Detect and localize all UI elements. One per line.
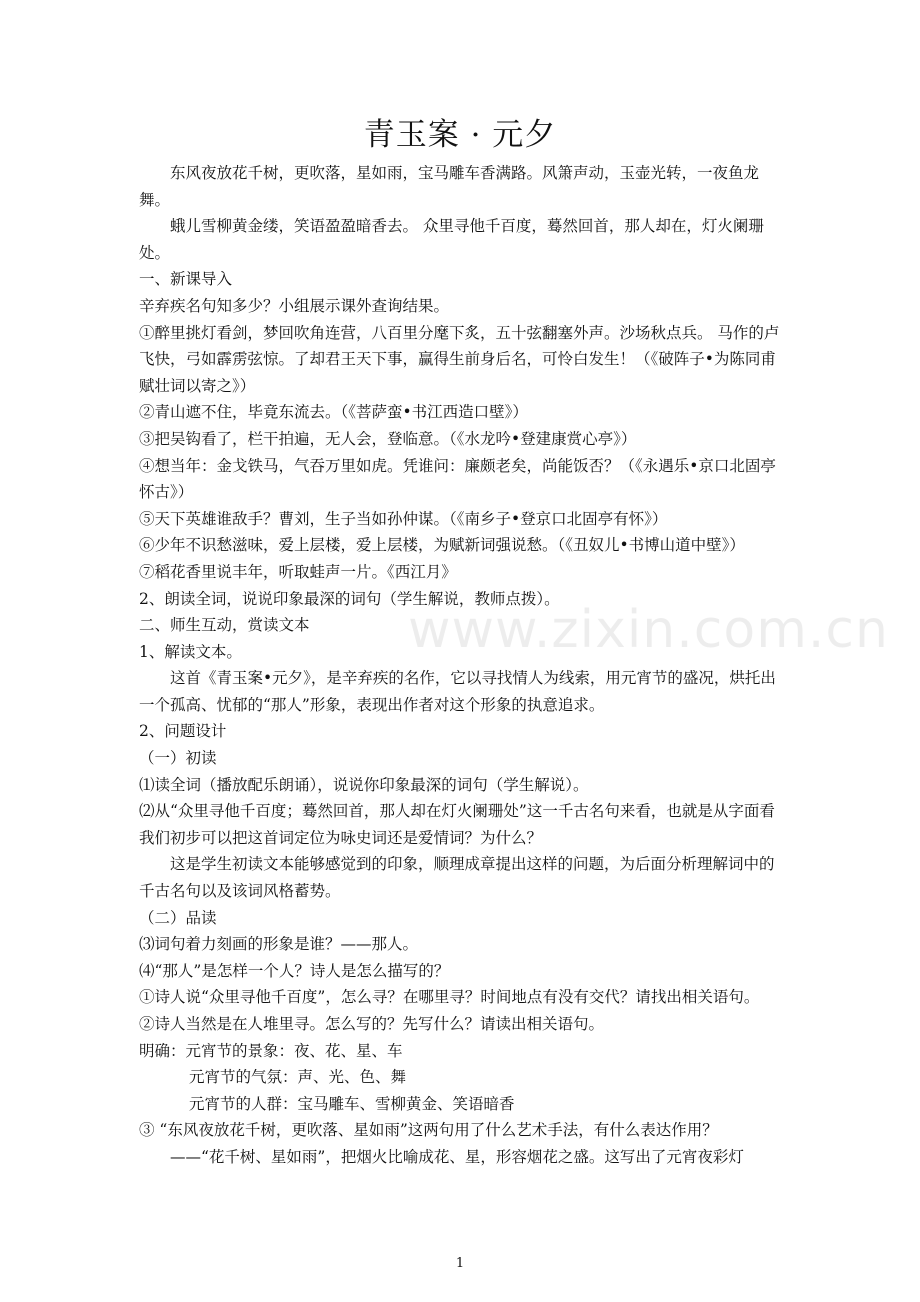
paragraph: 2、问题设计 — [139, 722, 227, 741]
paragraph: ⑥少年不识愁滋味，爱上层楼，爱上层楼，为赋新词强说愁。（《丑奴儿•书博山道中壁》） — [139, 536, 745, 555]
paragraph: 二、师生互动，赏读文本 — [139, 616, 310, 635]
paragraph: 1、解读文本。 — [139, 642, 242, 661]
paragraph: （一）初读 — [139, 749, 217, 768]
paragraph: 蛾儿雪柳黄金缕，笑语盈盈暗香去。 众里寻他千百度，蓦然回首，那人却在，灯火阑珊处。 — [139, 217, 764, 262]
paragraph: 2、朗读全词，说说印象最深的词句（学生解说，教师点拨）。 — [139, 589, 560, 608]
paragraph: ②青山遮不住，毕竟东流去。（《菩萨蛮•书江西造口壁》） — [139, 403, 528, 422]
paragraph: ⑦稻花香里说丰年，听取蛙声一片。《西江月》 — [139, 562, 457, 581]
paragraph: ①醉里挑灯看剑，梦回吹角连营，八百里分麾下炙，五十弦翻塞外声。沙场秋点兵。 马作的卢飞快，弓如霹雳弦惊。了却君王天下事，赢得生前身后名，可怜白发生！（《破阵子•为陈同甫赋壮词以寄之》） — [139, 323, 780, 395]
document-body — [139, 160, 787, 1171]
paragraph: ③ “东风夜放花千树，更吹落、星如雨”这两句用了什么艺术手法，有什么表达作用？ — [139, 1121, 718, 1140]
paragraph: ⑷“那人”是怎样一个人？诗人是怎么描写的？ — [139, 961, 450, 980]
document-title: 青玉案 · 元夕 — [363, 117, 557, 153]
paragraph: ④想当年：金戈铁马，气吞万里如虎。凭谁问：廉颇老矣，尚能饭否？（《永遇乐•京口北固亭怀古》） — [139, 456, 776, 502]
paragraph: 这是学生初读文本能够感觉到的印象，顺理成章提出这样的问题，为后面分析理解词中的千古名句以及该词风格蓄势。 — [139, 855, 775, 901]
paragraph: ②诗人当然是在人堆里寻。怎么写的？先写什么？请读出相关语句。 — [139, 1015, 605, 1033]
page-number: 1 — [455, 1256, 465, 1271]
paragraph: 元宵节的人群：宝马雕车、雪柳黄金、笑语暗香 — [189, 1094, 515, 1113]
paragraph: （二）品读 — [139, 908, 217, 927]
paragraph: 明确：元宵节的景象：夜、花、星、车 — [139, 1041, 403, 1060]
paragraph: 元宵节的气氛：声、光、色、舞 — [189, 1068, 407, 1087]
paragraph: 东风夜放花千树，更吹落，星如雨，宝马雕车香满路。风箫声动，玉壶光转，一夜鱼龙舞。 — [139, 164, 760, 209]
paragraph: ③把吴钩看了，栏干拍遍，无人会，登临意。（《水龙吟•登建康赏心亭》） — [139, 429, 637, 448]
paragraph: ①诗人说“众里寻他千百度”，怎么寻？在哪里寻？时间地点有没有交代？请找出相关语句。 — [139, 988, 760, 1007]
paragraph: ⑶词句着力刻画的形象是谁？——那人。 — [139, 935, 419, 954]
paragraph: 辛弃疾名句知多少？小组展示课外查询结果。 — [139, 296, 450, 315]
paragraph: 这首《青玉案•元夕》，是辛弃疾的名作，它以寻找情人为线索，用元宵节的盛况，烘托出一个孤高、忧郁的“那人”形象，表现出作者对这个形象的执意追求。 — [139, 669, 776, 714]
paragraph: 一、新课导入 — [139, 270, 233, 289]
paragraph: ⑤天下英雄谁敌手？曹刘，生子当如孙仲谋。（《南乡子•登京口北固亭有怀》） — [139, 509, 668, 528]
paragraph: ⑵从“众里寻他千百度；蓦然回首，那人却在灯火阑珊处”这一千古名句来看，也就是从字面看我们初步可以把这首词定位为咏史词还是爱情词？为什么？ — [139, 802, 775, 847]
watermark: www.zixin.com.cn — [408, 600, 889, 660]
paragraph: ——“花千树、星如雨”，把烟火比喻成花、星，形容烟花之盛。这写出了元宵夜彩灯 — [170, 1147, 744, 1166]
paragraph: ⑴读全词（播放配乐朗诵），说说你印象最深的词句（学生解说）。 — [139, 775, 589, 794]
